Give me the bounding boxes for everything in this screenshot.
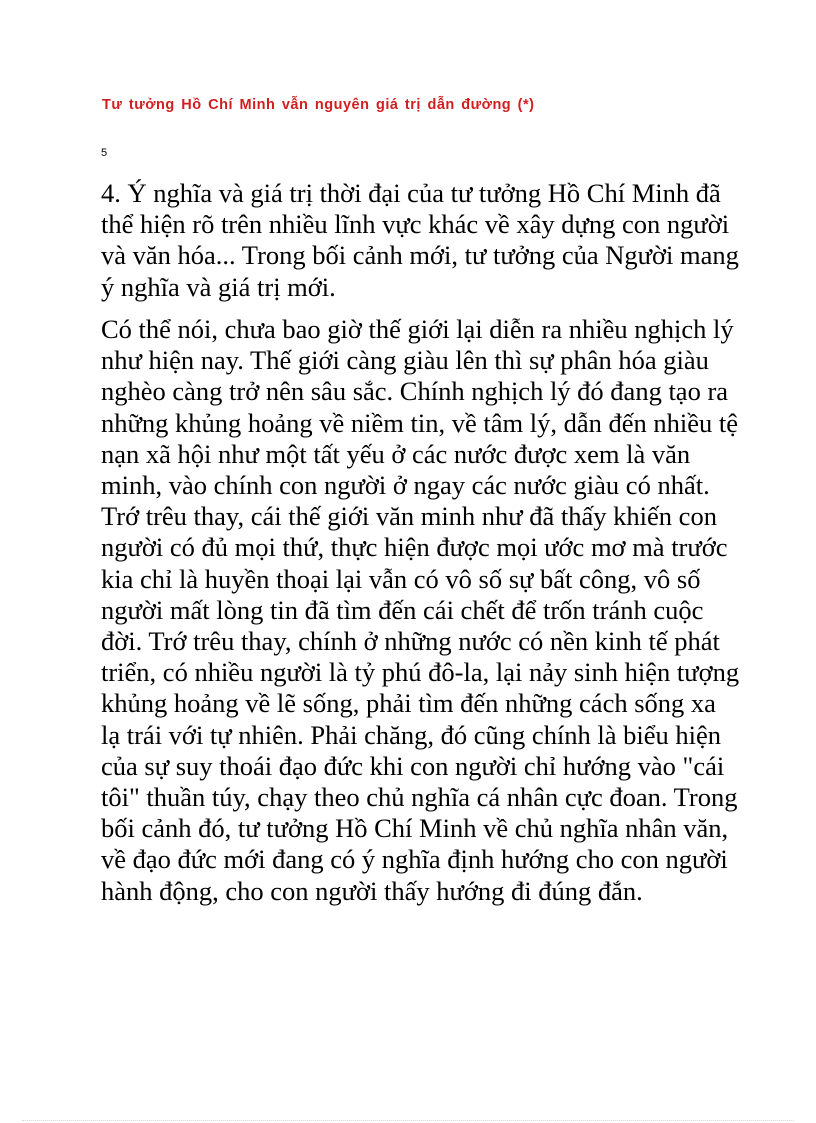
page-number: 5: [101, 147, 108, 159]
article-title: Tư tưởng Hồ Chí Minh vẫn nguyên giá trị dẫn đường (*): [102, 97, 535, 113]
paragraph-intro: 4. Ý nghĩa và giá trị thời đại của tư tưởng Hồ Chí Minh đã thể hiện rõ trên nhiều lĩnh vực khác về xây dựng con người và văn hóa... Trong bối cảnh mới, tư tưởng của Người mang ý nghĩa và giá trị mới.: [101, 178, 739, 302]
paragraph-body: Có thể nói, chưa bao giờ thế giới lại diễn ra nhiều nghịch lý như hiện nay. Thế giới càng giàu lên thì sự phân hóa giàu nghèo càng trở nên sâu sắc. Chính nghịch lý đó đang tạo ra những khủng hoảng về niềm tin, về tâm lý, dẫn đến nhiều tệ nạn xã hội như một tất yếu ở các nước được xem là văn minh, vào chính con người ở ngay các nước giàu có nhất. Trớ trêu thay, cái thế giới văn minh như đã thấy khiến con người có đủ mọi thứ, thực hiện được mọi ước mơ mà trước kia chỉ là huyền thoại lại vẫn có vô số sự bất công, vô số người mất lòng tin đã tìm đến cái chết để trốn tránh cuộc đời. Trớ trêu thay, chính ở những nước có nền kinh tế phát triển, có nhiều người là tỷ phú đô-la, lại nảy sinh hiện tượng khủng hoảng về lẽ sống, phải tìm đến những cách sống xa lạ trái với tự nhiên. Phải chăng, đó cũng chính là biểu hiện của sự suy thoái đạo đức khi con người chỉ hướng vào "cái tôi" thuần túy, chạy theo chủ nghĩa cá nhân cực đoan. Trong bối cảnh đó, tư tưởng Hồ Chí Minh về chủ nghĩa nhân văn, về đạo đức mới đang có ý nghĩa định hướng cho con người hành động, cho con người thấy hướng đi đúng đắn.: [101, 314, 740, 906]
page-bottom-divider: [22, 1120, 794, 1121]
